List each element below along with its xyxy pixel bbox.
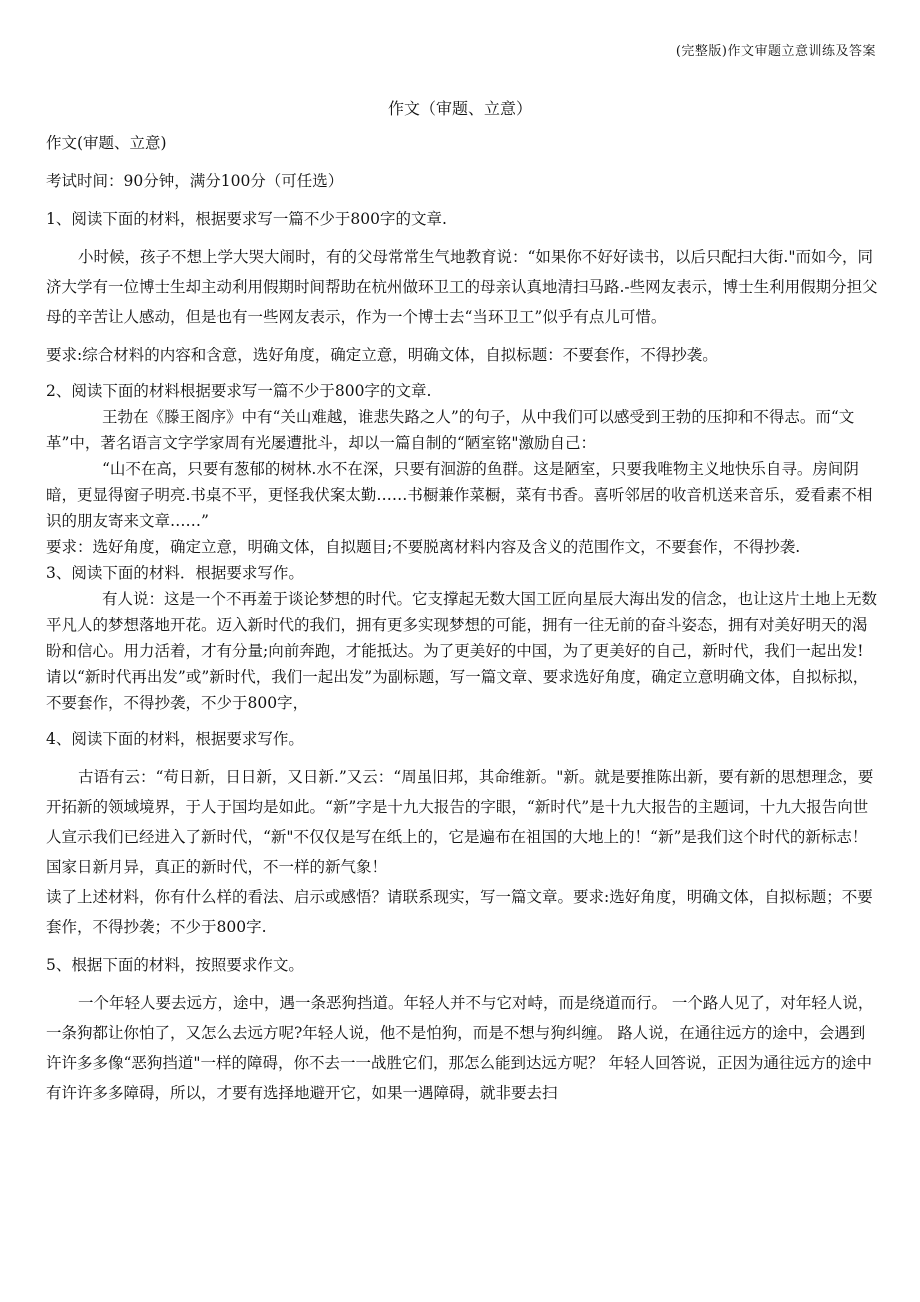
q3-prompt: 3、阅读下面的材料．根据要求写作。: [46, 564, 304, 582]
document-body: [46, 128, 878, 1108]
page-title: 作文（审题、立意）: [387, 99, 532, 118]
q4-prompt: 4、阅读下面的材料，根据要求写作。: [46, 730, 304, 748]
q2-prompt: 2、阅读下面的材料根据要求写一篇不少于800字的文章.: [46, 382, 432, 400]
q2-requirement: 要求：选好角度，确定立意，明确文体，自拟题目;不要脱离材料内容及含义的范围作文，不要套作，不得抄袭.: [46, 538, 801, 556]
q5-material: 一个年轻人要去远方，途中，遇一条恶狗挡道。年轻人并不与它对峙，而是绕道而行。 一个路人见了，对年轻人说，一条狗都让你怕了，又怎么去远方呢?年轻人说，他不是怕狗，而是不想与狗纠缠。 路人说，在通往远方的途中，会遇到许许多多像“恶狗挡道"一样的障碍，你不去一一战胜它们，那怎么能到达远方呢？ 年轻人回答说，正因为通往远方的途中有许许多多障碍，所以，才要有选择地避开它，如果一遇障碍，就非要去扫: [46, 994, 874, 1102]
q2-material: 王勃在《滕王阁序》中有“关山难越，谁悲失路之人”的句子，从中我们可以感受到王勃的压抑和不得志。而“文革”中，著名语言文字学家周有光屡遭批斗，却以一篇自制的“陋室铭"激励自己：: [46, 408, 855, 452]
q1-material: 小时候，孩子不想上学大哭大闹时，有的父母常常生气地教育说：“如果你不好好读书，以后只配扫大街."而如今，同济大学有一位博士生却主动利用假期时间帮助在杭州做环卫工的母亲认真地清扫马路.-些网友表示，博士生利用假期分担父母的辛苦让人感动，但是也有一些网友表示，作为一个博士去“当环卫工”似乎有点儿可惜。: [46, 248, 878, 326]
q3-requirement: 请以“新时代再出发”或”新时代，我们一起出发”为副标题，写一篇文章、要求选好角度，确定立意明确文体，自拟标拟，不要套作，不得抄袭，不少于800字，: [46, 668, 869, 712]
q2-quote: “山不在高，只要有葱郁的树林.水不在深，只要有洄游的鱼群。这是陋室，只要我唯物主义地快乐自寻。房间阴暗，更显得窗子明亮.书桌不平，更怪我伏案太勤……书橱兼作菜橱，菜有书香。喜听邻居的收音机送来音乐，爱看素不相识的朋友寄来文章……”: [46, 460, 873, 530]
q4-material: 古语有云：“苟日新，日日新，又日新.”又云：“周虽旧邦，其命维新。"新。就是要推陈出新，要有新的思想理念，要开拓新的领域境界，于人于国均是如此。“新”字是十九大报告的字眼，“新时代”是十九大报告的主题词，十九大报告向世人宣示我们已经进入了新时代，“新"不仅仅是写在纸上的，它是遍布在祖国的大地上的！“新”是我们这个时代的新标志！国家日新月异，真正的新时代，不一样的新气象！: [46, 768, 874, 876]
q1-requirement: 要求:综合材料的内容和含意，选好角度，确定立意，明确文体，自拟标题：不要套作，不得抄袭。: [46, 346, 718, 364]
q4-requirement: 读了上述材料，你有什么样的看法、启示或感悟？请联系现实，写一篇文章。要求:选好角度，明确文体，自拟标题；不要套作，不得抄袭；不少于800字.: [46, 888, 873, 936]
intro-heading: 作文(审题、立意): [46, 134, 167, 152]
q3-material: 有人说：这是一个不再羞于谈论梦想的时代。它支撑起无数大国工匠向星辰大海出发的信念，也让这片土地上无数平凡人的梦想落地开花。迈入新时代的我们，拥有更多实现梦想的可能，拥有一往无前的奋斗姿态，拥有对美好明天的渴盼和信心。用力活着，才有分量;向前奔跑，才能抵达。为了更美好的中国，为了更美好的自己，新时代，我们一起出发!: [46, 590, 878, 660]
exam-info: 考试时间：90分钟，满分100分（可任选）: [46, 172, 344, 190]
q5-prompt: 5、根据下面的材料，按照要求作文。: [46, 956, 304, 974]
page-header: (完整版)作文审题立意训练及答案: [675, 44, 876, 59]
q1-prompt: 1、阅读下面的材料，根据要求写一篇不少于800字的文章.: [46, 210, 447, 228]
